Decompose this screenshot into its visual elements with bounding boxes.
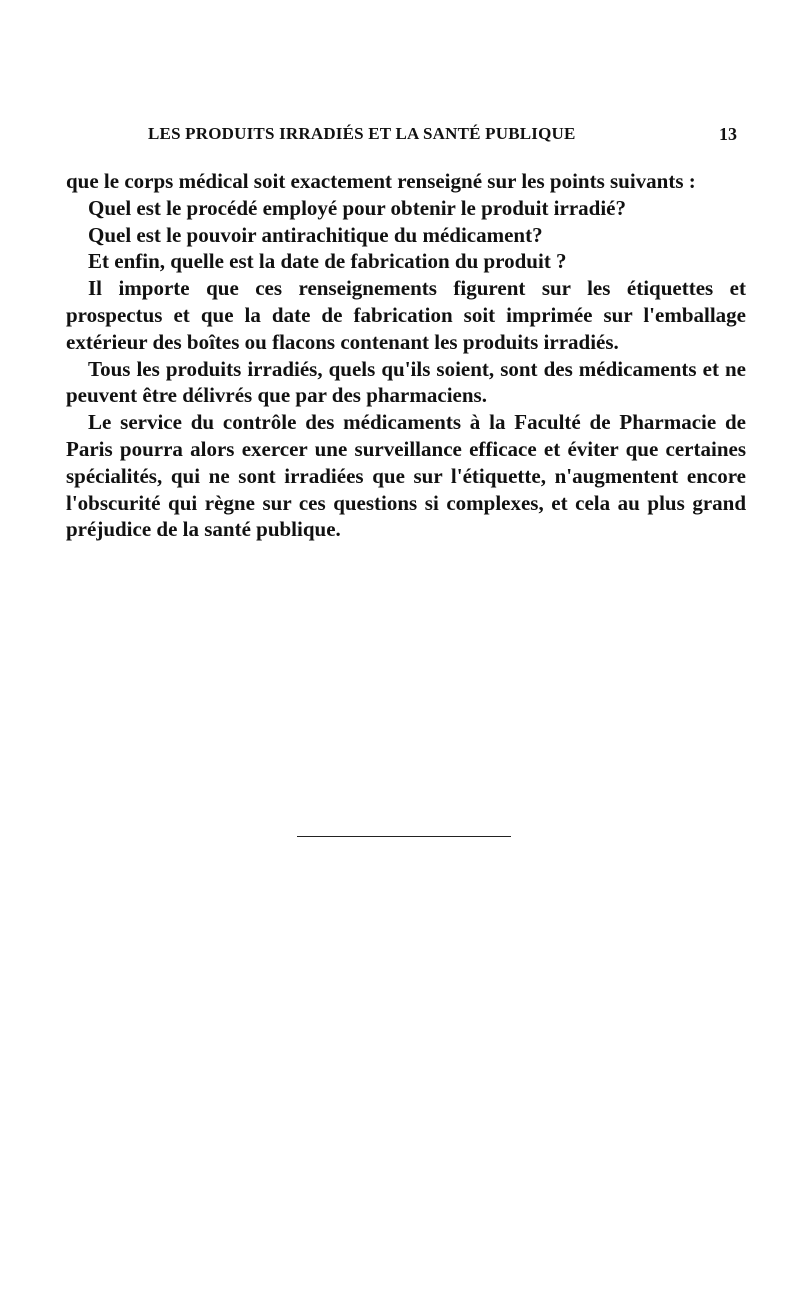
paragraph: Le service du contrôle des médicaments à la Faculté de Pharmacie de Paris pourra alors exercer une surveillance efficace et éviter que certaines spécialités, qui ne sont irradiées que sur l'étiquette, n'augmentent encore l'obscurité qui règne sur ces questions si complexes, et cela au plus grand préjudice de la santé publique.: [66, 410, 746, 542]
section-end-rule: [297, 836, 511, 837]
paragraph: Quel est le pouvoir antirachitique du médicament?: [88, 222, 543, 247]
paragraph: Tous les produits irradiés, quels qu'ils soient, sont des médicaments et ne peuvent être délivrés que par des pharmaciens.: [66, 356, 746, 408]
paragraph: que le corps médical soit exactement renseigné sur les points suivants :: [66, 169, 696, 193]
paragraph: Et enfin, quelle est la date de fabrication du produit ?: [88, 249, 567, 274]
body-text: [66, 168, 746, 543]
paragraph: Quel est le procédé employé pour obtenir le produit irradié?: [88, 195, 626, 220]
page-number: 13: [719, 124, 737, 144]
running-title: LES PRODUITS IRRADIÉS ET LA SANTÉ PUBLIQUE: [148, 124, 576, 143]
paragraph: Il importe que ces renseignements figurent sur les étiquettes et prospectus et que la date de fabrication soit imprimée sur l'emballage extérieur des boîtes ou flacons contenant les produits irradiés.: [66, 276, 746, 354]
